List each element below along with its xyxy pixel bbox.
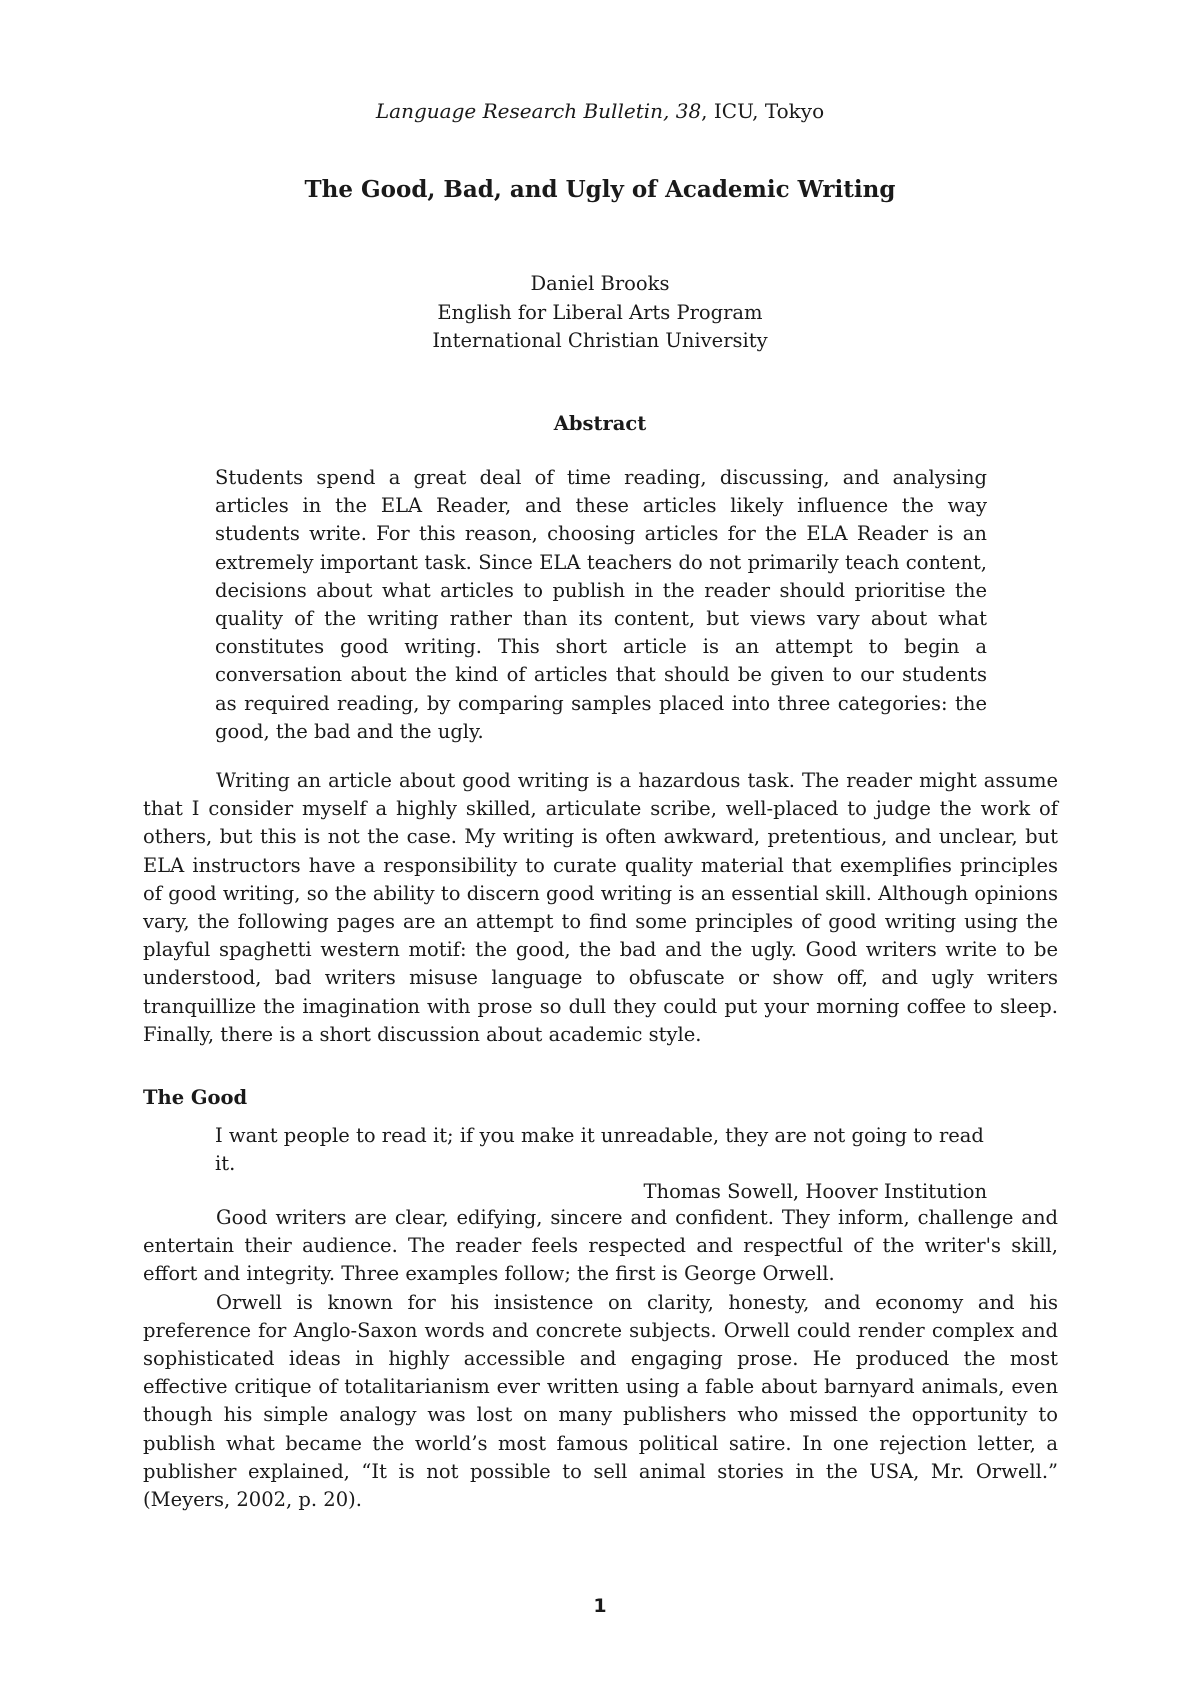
author-name: Daniel Brooks bbox=[530, 272, 670, 295]
body-paragraph: Orwell is known for his insistence on clarity, honesty, and economy and his preference for Anglo-Saxon words and concrete subjects. Orwell could render complex and sophisticated ideas in highly accessible and engaging prose. He produced the most effective critique of totalitarianism ever written using a fable about barnyard animals, even though his simple analogy was lost on many publishers who missed the opportunity to publish what became the world’s most famous political satire. In one rejection letter, a publisher explained, “It is not possible to sell animal stories in the USA, Mr. Orwell.” (Meyers, 2002, p. 20). bbox=[143, 1290, 1058, 1512]
abstract-heading: Abstract bbox=[553, 412, 647, 435]
epigraph-quote: I want people to read it; if you make it unreadable, they are not going to read it. bbox=[215, 1124, 984, 1176]
author-program: English for Liberal Arts Program bbox=[437, 300, 763, 324]
epigraph-source: Thomas Sowell, Hoover Institution bbox=[643, 1180, 987, 1204]
journal-name: Language Research Bulletin, 38 bbox=[375, 99, 702, 123]
intro-paragraph: Writing an article about good writing is a hazardous task. The reader might assume that I consider myself a highly skilled, articulate scribe, well-placed to judge the work of others, but this is not the case. My writing is often awkward, pretentious, and unclear, but ELA instructors have a responsibility to curate quality material that exemplifies principles of good writing, so the ability to discern good writing is an essential skill. Although opinions vary, the following pages are an attempt to find some principles of good writing using the playful spaghetti western motif: the good, the bad and the ugly. Good writers write to be understood, bad writers misuse language to obfuscate or show off, and ugly writers tranquillize the imagination with prose so dull they could put your morning coffee to sleep. Finally, there is a short discussion about academic style. bbox=[143, 769, 1058, 1046]
paper-title: The Good, Bad, and Ugly of Academic Writing bbox=[304, 176, 896, 203]
epigraph bbox=[215, 1122, 987, 1207]
journal-header bbox=[0, 97, 1200, 125]
good-section-body bbox=[143, 1204, 1058, 1514]
journal-location: , ICU, Tokyo bbox=[701, 99, 825, 123]
author-institution: International Christian University bbox=[432, 329, 768, 352]
author-block bbox=[0, 270, 1200, 356]
page-number: 1 bbox=[593, 1595, 607, 1617]
body-paragraph: Good writers are clear, edifying, sincere and confident. They inform, challenge and entertain their audience. The reader feels respected and respectful of the writer's skill, effort and integrity. Three examples follow; the first is George Orwell. bbox=[143, 1206, 1058, 1286]
section-heading-good: The Good bbox=[143, 1086, 248, 1109]
abstract-text: Students spend a great deal of time reading, discussing, and analysing articles in the ELA Reader, and these articles likely influence the way students write. For this reason, choosing articles for the ELA Reader is an extremely important task. Since ELA teachers do not primarily teach content, decisions about what articles to publish in the reader should prioritise the quality of the writing rather than its content, but views vary about what constitutes good writing. This short article is an attempt to begin a conversation about the kind of articles that should be given to our students as required reading, by comparing samples placed into three categories: the good, the bad and the ugly. bbox=[215, 466, 987, 743]
